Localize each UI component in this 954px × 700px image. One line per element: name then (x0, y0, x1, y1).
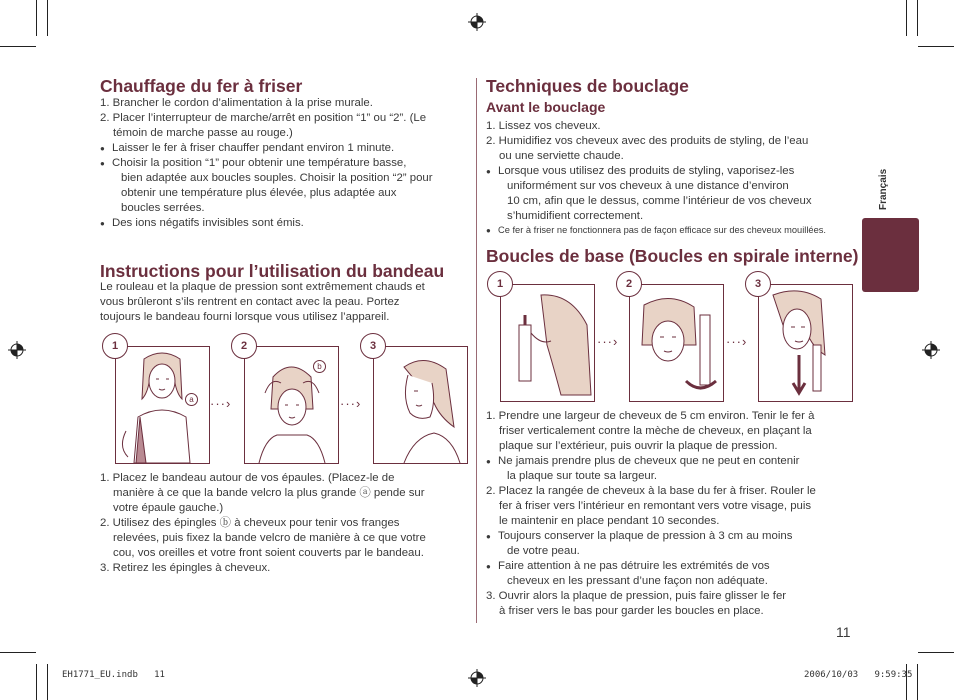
figure-number: 2 (616, 271, 642, 297)
chevron-dots-arrow-icon: ···› (597, 334, 619, 349)
text-line: 2. Utilisez des épingles ⓑ à cheveux pour tenir vos franges (100, 517, 400, 529)
text-line: obtenir une température plus élevée, plus adaptée aux (121, 187, 397, 199)
figure-headband-step-1 (115, 346, 210, 464)
figure-number: 2 (231, 333, 257, 359)
figure-number: 1 (487, 271, 513, 297)
footer-timestamp: 2006/10/03 9:59:35 (804, 670, 913, 680)
text-line: plaque sur l’extérieur, puis ouvrir la plaque de pression. (499, 440, 778, 452)
text-line: votre épaule gauche.) (113, 502, 224, 514)
intro-line: Le rouleau et la plaque de pression sont extrêmement chauds et (100, 281, 425, 293)
chevron-dots-arrow-icon: ···› (726, 334, 748, 349)
crop-mark (47, 0, 48, 36)
section-title-curling-techniques: Techniques de bouclage (486, 76, 689, 96)
before-curling-instructions (486, 119, 856, 237)
text-line: 3. Retirez les épingles à cheveux. (100, 562, 271, 574)
text-line: 1. Lissez vos cheveux. (486, 120, 601, 132)
text-line: manière à ce que la bande velcro la plus grande ⓐ pende sur (113, 487, 425, 499)
text-line: 2. Humidifiez vos cheveux avec des produits de styling, de l’eau (486, 135, 809, 147)
intro-line: vous brûleront s’ils rentrent en contact avec la peau. Portez (100, 296, 400, 308)
crop-mark (36, 664, 37, 700)
crop-mark (917, 664, 918, 700)
woman-profile-illustration (374, 347, 467, 463)
language-tab (862, 218, 919, 292)
intro-line: toujours le bandeau fourni lorsque vous utilisez l’appareil. (100, 311, 390, 323)
chevron-dots-arrow-icon: ···› (340, 396, 362, 411)
figure-curls-step-2 (629, 284, 724, 402)
registration-mark-icon (922, 341, 940, 359)
curling-iron-vertical-illustration (501, 285, 594, 401)
figure-headband-step-3 (373, 346, 468, 464)
column-divider (476, 78, 477, 623)
figure-curls-step-3 (758, 284, 853, 402)
text-line: ● Faire attention à ne pas détruire les extrémités de vos (486, 559, 856, 574)
subtitle-before-curling: Avant le bouclage (486, 99, 606, 115)
text-line: ● Laisser le fer à friser chauffer pendant environ 1 minute. (100, 141, 470, 156)
section-title-basic-curls: Boucles de base (Boucles en spirale interne) (486, 246, 859, 266)
basic-curls-steps (486, 409, 856, 619)
headband-steps (100, 471, 470, 576)
text-line: uniformément sur vos cheveux à une distance d’environ (507, 180, 789, 192)
text-line: ● Choisir la position “1” pour obtenir une température basse, (100, 156, 470, 171)
footer-file-info: EH1771_EU.indb 11 (62, 670, 165, 680)
crop-mark (47, 664, 48, 700)
text-line: relevées, puis fixez la bande velcro de manière à ce que votre (113, 532, 426, 544)
figure-curls-step-1 (500, 284, 595, 402)
figure-number: 3 (745, 271, 771, 297)
text-line: ● Ce fer à friser ne fonctionnera pas de façon efficace sur des cheveux mouillées. (486, 224, 856, 237)
text-line: 3. Ouvrir alors la plaque de pression, puis faire glisser le fer (486, 590, 787, 602)
rolling-curler-illustration (630, 285, 723, 401)
crop-mark (917, 0, 918, 36)
page-number: 11 (836, 624, 851, 640)
crop-mark (918, 46, 954, 47)
crop-mark (906, 0, 907, 36)
text-line: de votre peau. (507, 545, 580, 557)
text-line: 2. Placer l’interrupteur de marche/arrêt en position “1” ou “2”. (Le (100, 112, 427, 124)
text-line: 10 cm, afin que le dessus, comme l’intérieur de vos cheveux (507, 195, 812, 207)
releasing-curl-illustration (759, 285, 852, 401)
text-line: friser verticalement contre la mèche de cheveux, en plaçant la (499, 425, 812, 437)
text-line: 2. Placez la rangée de cheveux à la base du fer à friser. Rouler le (486, 485, 816, 497)
label-b-marker: b (313, 360, 326, 373)
figure-number: 1 (102, 333, 128, 359)
crop-mark (0, 46, 36, 47)
crop-mark (918, 652, 954, 653)
registration-mark-icon (468, 669, 486, 687)
text-line: ● Ne jamais prendre plus de cheveux que ne peut en contenir (486, 454, 856, 469)
section-title-heating: Chauffage du fer à friser (100, 76, 303, 96)
language-label: Français (878, 168, 889, 210)
text-line: s’humidifient correctement. (507, 210, 644, 222)
text-line: ● Des ions négatifs invisibles sont émis. (100, 216, 470, 231)
text-line: la plaque sur toute sa largeur. (507, 470, 658, 482)
text-line: cou, vos oreilles et votre front soient couverts par le bandeau. (113, 547, 424, 559)
text-line: boucles serrées. (121, 202, 205, 214)
text-line: le maintenir en place pendant 10 secondes. (499, 515, 720, 527)
figure-number: 3 (360, 333, 386, 359)
label-a-marker: a (185, 393, 198, 406)
text-line: ● Lorsque vous utilisez des produits de styling, vaporisez-les (486, 164, 856, 179)
text-line: cheveux en les pressant d’une façon non adéquate. (507, 575, 768, 587)
chevron-dots-arrow-icon: ···› (210, 396, 232, 411)
text-line: à friser vers le bas pour garder les boucles en place. (499, 605, 764, 617)
heating-instructions (100, 96, 470, 231)
text-line: ou une serviette chaude. (499, 150, 624, 162)
text-line: témoin de marche passe au rouge.) (113, 127, 293, 139)
text-line: 1. Placez le bandeau autour de vos épaules. (Placez-le de (100, 472, 395, 484)
crop-mark (36, 0, 37, 36)
text-line: ● Toujours conserver la plaque de pression à 3 cm au moins (486, 529, 856, 544)
section-title-headband: Instructions pour l’utilisation du bandeau (100, 261, 445, 281)
text-line: bien adaptée aux boucles souples. Choisir la position “2” pour (121, 172, 433, 184)
registration-mark-icon (468, 13, 486, 31)
registration-mark-icon (8, 341, 26, 359)
text-line: 1. Brancher le cordon d’alimentation à la prise murale. (100, 97, 373, 109)
headband-intro (100, 280, 470, 325)
crop-mark (0, 652, 36, 653)
text-line: fer à friser vers l’intérieur en remontant vers votre visage, puis (499, 500, 812, 512)
woman-shoulders-headband-illustration (116, 347, 209, 463)
text-line: 1. Prendre une largeur de cheveux de 5 cm environ. Tenir le fer à (486, 410, 815, 422)
